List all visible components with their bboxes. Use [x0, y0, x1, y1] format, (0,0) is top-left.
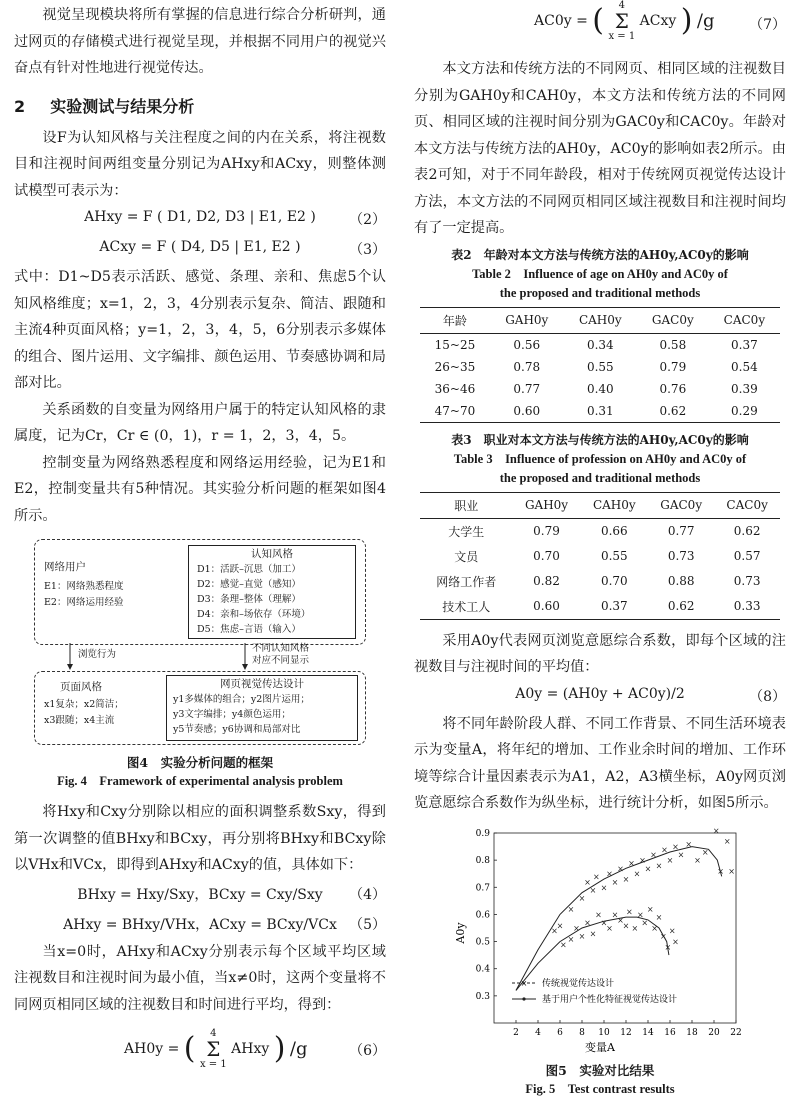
right-column [414, 0, 786, 1099]
legend-label-proposed: 基于用户个性化特征视觉传达设计 [542, 994, 678, 1005]
cognitive-item: D2：感觉–直觉（感知） [197, 579, 301, 590]
table-cell: 47~70 [420, 400, 490, 423]
section-heading [14, 94, 386, 117]
data-point-traditional: × [600, 918, 608, 928]
y-axis-label: A0y [454, 921, 467, 944]
table-cell: 0.73 [733, 574, 761, 588]
data-point-proposed: × [644, 863, 652, 873]
adjust-paragraph: 将Hxy和Cxy分别除以相应的面积调整系数Sxy，得到第一次调整的值BHxy和BCxy，再分别将BHxy和BCxy除以VHx和VCx，即得到AHxy和ACxy的值，具体如下： [14, 804, 386, 873]
data-point-proposed: × [672, 842, 679, 852]
table-3-caption-en-1: Table 3 Influence of profession on AH0y and AC0y of [453, 451, 747, 466]
data-point-traditional: × [589, 928, 597, 938]
x-tick-label: 14 [642, 1027, 654, 1038]
table-cell: 0.54 [731, 359, 758, 374]
data-point-traditional: × [651, 923, 658, 933]
x-tick-label: 4 [535, 1027, 541, 1038]
legend-label-traditional: 传统视觉传达设计 [542, 978, 615, 989]
a0y-paragraph: 采用A0y代表网页浏览意愿综合系数，即每个区域的注视数目与注视时间的平均值： [414, 632, 786, 675]
data-point-proposed: × [584, 877, 591, 887]
variables-paragraph: 式中：D1~D5表示活跃、感觉、条理、亲和、焦虑5个认知风格维度；x=1，2，3，4分别表示复杂、简洁、跟随和主流4种页面风格；y=1，2，3，4，5，6分别表示多媒体的组合、图片运用、文字编排、颜色运用、节奏感协调和局部对比。 [14, 269, 386, 391]
table-cell: 0.78 [513, 359, 541, 374]
x-tick-label: 10 [598, 1027, 610, 1038]
legend-marker-proposed [522, 997, 525, 1000]
data-point-traditional: × [625, 907, 633, 917]
column-header: GAC0y [648, 492, 714, 518]
table-2-caption-en-1: Table 2 Influence of age on AH0y and AC0y of [472, 266, 728, 281]
table-row [420, 569, 780, 594]
equation-6-lhs: AH0y = [124, 1041, 180, 1057]
table-row [420, 356, 780, 378]
page-style-title: 页面风格 [60, 681, 102, 693]
data-point-traditional: × [631, 923, 639, 933]
y-tick-label: 0.9 [475, 828, 490, 839]
table-3 [420, 492, 780, 620]
table-3-caption-cn: 表3 职业对本文方法与传统方法的AH0y,AC0y的影响 [451, 432, 749, 447]
data-point-traditional: × [655, 912, 663, 922]
section-number: 2 [14, 96, 26, 116]
cognitive-style-title: 认知风格 [251, 548, 293, 560]
table-header-row [420, 307, 780, 333]
data-point-traditional: × [617, 915, 624, 925]
data-point-proposed: × [712, 825, 720, 835]
data-point-traditional: × [664, 942, 672, 952]
relation-paragraph: 关系函数的自变量为网络用户属于的特定认知风格的隶属度，记为Cr，Cr ∈ (0，1)，r = 1，2，3，4，5。 [14, 401, 386, 444]
user-e1: E1：网络熟悉程度 [44, 581, 124, 592]
figure-4-caption-en: Fig. 4 Framework of experimental analysis problem [57, 774, 343, 788]
column-header: CAC0y [714, 492, 780, 518]
y-tick-label: 0.7 [475, 882, 490, 893]
equation-7-divisor: /g [696, 10, 715, 32]
data-point-proposed: × [677, 850, 685, 860]
table-cell: 文员 [454, 549, 479, 564]
equation-6: AH0y = ( 4 Σ x = 1 AHxy ) /g （6） [124, 1028, 386, 1070]
data-point-proposed: × [639, 855, 646, 865]
visual-design-box [166, 675, 358, 741]
y-tick-label: 0.5 [475, 937, 490, 948]
y-tick-label: 0.6 [475, 909, 490, 920]
data-point-traditional: × [573, 923, 580, 933]
y-tick-label: 0.4 [475, 964, 490, 975]
table-row [420, 518, 780, 544]
data-point-traditional: × [646, 904, 654, 914]
figure-5-intro-paragraph: 将不同年龄阶段人群、不同工作背景、不同生活环境表示为变量A，将年纪的增加、工作业余时间的增加、工作环境等综合计量因素表示为A1，A2，A3横坐标，A0y网页浏览意愿综合系数作为纵坐标，进行统计分析，如图5所示。 [414, 715, 786, 811]
data-point-proposed: × [701, 847, 709, 857]
table-cell: 0.62 [637, 400, 709, 423]
page-style-line-1: x1复杂；x2简洁； [44, 699, 124, 710]
equation-7: AC0y = ( 4 Σ x = 1 ACxy ) /g （7） [534, 0, 786, 42]
data-point-proposed: × [661, 844, 668, 854]
equation-4-formula: BHxy = Hxy/Sxy，BCxy = Cxy/Sxy [77, 886, 323, 903]
data-point-proposed: × [628, 858, 635, 868]
left-column [14, 0, 386, 1080]
equation-7-lhs: AC0y = [534, 13, 588, 29]
cognitive-item: D4：亲和–场依存（环境） [197, 609, 311, 620]
table-cell: 0.60 [490, 400, 564, 423]
visual-design-item: y5节奏感；y6协调和局部对比 [173, 724, 301, 735]
data-point-traditional: × [672, 937, 679, 947]
table-row [420, 594, 780, 620]
table-row [420, 400, 780, 423]
visual-design-title: 网页视觉传达设计 [220, 678, 304, 690]
data-point-proposed: × [551, 926, 558, 936]
table-cell: 0.33 [714, 594, 780, 620]
table-cell: 0.77 [513, 381, 541, 396]
table-cell: 0.29 [709, 400, 780, 423]
data-point-proposed: × [578, 893, 586, 903]
arrow-right-label-2: 对应不同显示 [252, 655, 310, 666]
table-2-caption-cn: 表2 年龄对本文方法与传统方法的AH0y,AC0y的影响 [451, 247, 749, 262]
data-point-proposed: × [556, 920, 564, 930]
x-tick-label: 8 [579, 1027, 585, 1038]
x-tick-label: 6 [557, 1027, 563, 1038]
x-tick-label: 16 [664, 1027, 676, 1038]
equation-6-divisor: /g [289, 1038, 308, 1060]
page-style-line-2: x3跟随；x4主流 [44, 715, 115, 726]
equation-3 [14, 234, 386, 264]
column-header: GAH0y [512, 492, 580, 518]
legend-marker-traditional: × [520, 978, 528, 988]
equation-8-formula: A0y = (AH0y + AC0y)/2 [515, 685, 685, 702]
equation-7-number: （7） [749, 17, 786, 33]
table-row [420, 333, 780, 356]
table-cell: 0.39 [731, 381, 758, 396]
table-cell: 0.55 [586, 359, 614, 374]
data-point-proposed: × [606, 869, 613, 879]
equation-4-number: （4） [349, 886, 386, 903]
table-cell: 0.40 [586, 381, 614, 396]
table-cell: 0.73 [667, 549, 695, 563]
data-point-proposed: × [666, 855, 674, 865]
arrow-left-label: 浏览行为 [78, 649, 117, 660]
data-point-traditional: × [668, 926, 676, 936]
table-cell: 0.88 [667, 574, 695, 588]
table-header-row [420, 492, 780, 518]
equation-3-number: （3） [349, 242, 386, 258]
table-3-caption-en-2: the proposed and traditional methods [499, 470, 701, 485]
table-cell: 0.76 [659, 381, 687, 396]
column-header: CAC0y [709, 307, 780, 333]
x-tick-label: 20 [708, 1027, 720, 1038]
table-cell: 36~46 [434, 381, 476, 396]
column-header: GAH0y [490, 307, 564, 333]
table-cell: 0.37 [731, 337, 758, 352]
equation-6-number: （6） [349, 1043, 386, 1059]
figure-5-chart [450, 825, 750, 1055]
data-point-proposed: × [633, 869, 641, 879]
table-row [420, 378, 780, 400]
table-cell: 0.37 [581, 594, 649, 620]
table-cell: 0.58 [659, 337, 687, 352]
table-cell: 技术工人 [420, 594, 512, 620]
x-axis-label: 变量A [585, 1040, 615, 1054]
table-cell: 0.60 [512, 594, 580, 620]
visual-design-item: y1多媒体的组合；y2图片运用； [173, 694, 310, 705]
summation-symbol: 4 Σ x = 1 [608, 0, 636, 42]
column-header: 职业 [420, 492, 512, 518]
equation-5-formula: AHxy = BHxy/VHx，ACxy = BCxy/VCx [63, 916, 337, 933]
compare-paragraph: 本文方法和传统方法的不同网页、相同区域的注视数目分别为GAH0y和CAH0y，本文方法和传统方法的不同网页、相同区域的注视时间分别为GAC0y和CAC0y。年龄对本文方法与传统方法的AH0y，AC0y的影响如表2所示。由表2可知，对于不同年龄段，相对于传统网页视觉传达设计方法，本文方法的不同网页相同区域注视数目和注视时间均有了一定提高。 [414, 61, 786, 236]
x-tick-label: 12 [620, 1027, 632, 1038]
control-paragraph: 控制变量为网络熟悉程度和网络运用经验，记为E1和E2，控制变量共有5种情况。其实验分析问题的框架如图4所示。 [14, 454, 386, 524]
data-point-proposed: × [589, 885, 597, 895]
table-cell: 0.79 [533, 524, 560, 538]
equation-2 [14, 204, 386, 234]
equation-5 [14, 909, 386, 939]
figure-4-diagram [30, 539, 370, 745]
data-point-traditional: × [660, 931, 667, 941]
equation-2-number: （2） [349, 212, 386, 228]
table-row [420, 544, 780, 569]
table-cell: 0.56 [513, 337, 541, 352]
data-point-traditional: × [611, 909, 619, 919]
data-point-proposed: × [717, 866, 724, 876]
figure-5-caption-en: Fig. 5 Test contrast results [525, 1081, 675, 1096]
equation-8 [414, 681, 786, 711]
equation-7-term: ACxy [639, 13, 677, 29]
data-point-traditional: × [584, 918, 591, 928]
data-point-traditional: × [636, 909, 644, 919]
table-2-caption-en-2: the proposed and traditional methods [499, 285, 701, 300]
data-point-proposed: × [622, 874, 630, 884]
table-cell: 网络工作者 [436, 574, 497, 589]
user-e2: E2：网络运用经验 [44, 597, 124, 608]
column-header: CAH0y [581, 492, 649, 518]
equation-8-number: （8） [749, 688, 786, 705]
column-header: CAH0y [564, 307, 637, 333]
data-point-proposed: × [723, 836, 731, 846]
table-cell: 0.34 [586, 337, 614, 352]
user-title: 网络用户 [44, 561, 86, 573]
equation-2-formula: AHxy = F ( D1, D2, D3 | E1, E2 ) [84, 209, 316, 225]
intro-paragraph: 视觉呈现模块将所有掌握的信息进行综合分析研判，通过网页的存储模式进行视觉呈现，并根据不同用户的视觉兴奋点有针对性地进行视觉传达。 [14, 7, 386, 76]
visual-design-item: y3文字编排；y4颜色运用； [173, 709, 291, 720]
data-point-proposed: × [600, 882, 608, 892]
summation-symbol: 4 Σ x = 1 [199, 1028, 227, 1070]
data-point-traditional: × [641, 918, 649, 928]
table-cell: 15~25 [434, 337, 476, 352]
data-point-proposed: × [592, 871, 600, 881]
cognitive-item: D3：条理–整体（理解） [197, 594, 301, 605]
section-title: 实验测试与结果分析 [50, 96, 195, 116]
cognitive-item: D1：活跃–沉思（加工） [197, 564, 301, 575]
cognitive-item: D5：焦虑–言语（输入） [197, 624, 301, 635]
table-cell: 0.79 [659, 359, 687, 374]
x-zero-paragraph: 当x=0时，AHxy和ACxy分别表示每个区域平均区域注视数目和注视时间为最小值，当x≠0时，这两个变量将不同网页相同区域的注视数目和时间进行平均，得到： [14, 943, 386, 1013]
x-tick-label: 22 [730, 1027, 742, 1038]
data-point-proposed: × [655, 861, 663, 871]
table-cell: 0.66 [600, 524, 628, 538]
table-cell: 0.62 [648, 594, 714, 620]
table-cell: 0.31 [564, 400, 637, 423]
data-point-traditional: × [622, 920, 630, 930]
equation-5-number: （5） [349, 916, 386, 933]
table-cell: 0.57 [733, 549, 761, 563]
data-point-traditional: × [595, 909, 602, 919]
data-point-traditional: × [578, 931, 586, 941]
column-header: GAC0y [637, 307, 709, 333]
table-cell: 0.62 [733, 524, 761, 538]
data-point-proposed: × [685, 839, 693, 849]
table-cell: 26~35 [434, 359, 476, 374]
table-cell: 0.55 [600, 549, 628, 563]
data-point-proposed: × [617, 863, 624, 873]
equation-4 [14, 879, 386, 909]
table-cell: 0.77 [667, 524, 695, 538]
equation-6-term: AHxy [231, 1041, 270, 1057]
arrow-right-label-1: 不同认知风格 [252, 643, 310, 654]
equation-3-formula: ACxy = F ( D4, D5 | E1, E2 ) [99, 239, 301, 255]
data-point-traditional: × [606, 923, 613, 933]
figure-5-caption-cn: 图5 实验对比结果 [545, 1062, 655, 1078]
data-point-traditional: × [567, 934, 575, 944]
data-point-proposed: × [650, 850, 657, 860]
table-cell: 大学生 [448, 524, 485, 539]
table-cell: 0.70 [600, 574, 628, 588]
y-tick-label: 0.8 [475, 855, 490, 866]
x-tick-label: 2 [513, 1027, 519, 1038]
table-cell: 0.70 [533, 549, 560, 563]
data-point-proposed: × [728, 866, 735, 876]
column-header: 年龄 [420, 307, 490, 333]
figure-4-caption-cn: 图4 实验分析问题的框架 [126, 755, 274, 770]
data-point-proposed: × [611, 877, 619, 887]
data-point-traditional: × [559, 939, 567, 949]
chart-legend [512, 977, 677, 1005]
table-cell: 0.82 [533, 574, 560, 588]
data-point-proposed: × [567, 904, 575, 914]
model-paragraph: 设F为认知风格与关注程度之间的内在关系，将注视数目和注视时间两组变量分别记为AHxy和ACxy，则整体测试模型可表示为： [14, 129, 386, 199]
y-tick-label: 0.3 [475, 991, 490, 1002]
table-2 [420, 307, 780, 423]
x-tick-label: 18 [686, 1027, 698, 1038]
data-point-proposed: × [694, 855, 701, 865]
